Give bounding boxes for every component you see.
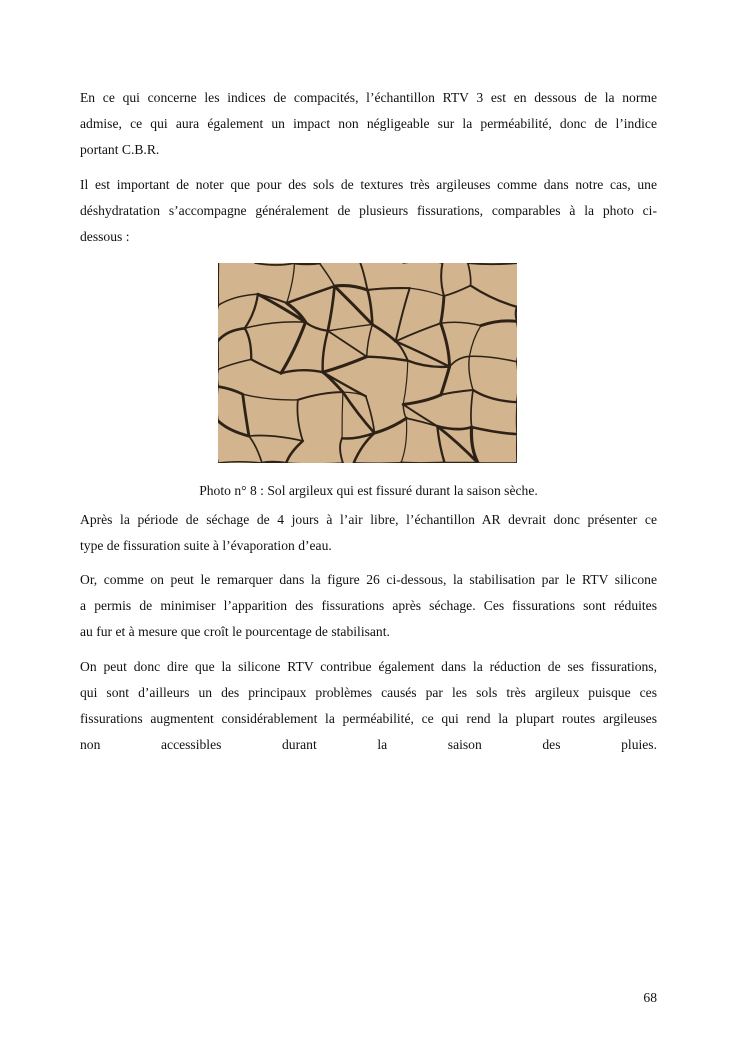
paragraph-compacite xyxy=(80,85,657,163)
crack-line xyxy=(516,402,517,434)
text-line: Or, comme on peut le remarquer dans la figure 26 ci-dessous, la stabilisation par le RTV silicone xyxy=(80,572,657,587)
text-line: dessous : xyxy=(80,229,130,244)
crack-line xyxy=(294,263,319,264)
crack-line xyxy=(516,307,517,321)
text-line: au fur et à mesure que croît le pourcentage de stabilisant. xyxy=(80,624,390,639)
paragraph-conclusion xyxy=(80,654,657,758)
text-line: portant C.B.R. xyxy=(80,142,160,157)
cracked-soil-photo xyxy=(218,263,517,463)
photo-caption: Photo n° 8 : Sol argileux qui est fissuré durant la saison sèche. xyxy=(199,483,538,498)
text-line: Après la période de séchage de 4 jours à l’air libre, l’échantillon AR devrait donc présenter ce xyxy=(80,512,657,527)
crack-line xyxy=(262,462,286,463)
page-number: 68 xyxy=(643,990,657,1005)
text-line: type de fissuration suite à l’évaporation d’eau. xyxy=(80,538,332,553)
text-line: déshydratation s’accompagne généralement de plusieurs fissurations, comparables à la photo ci- xyxy=(80,203,657,218)
text-line: On peut donc dire que la silicone RTV contribue également dans la réduction de ses fissurations, xyxy=(80,659,657,674)
text-line: non accessibles durant la saison des pluies. xyxy=(80,737,657,752)
text-line: qui sont d’ailleurs un des principaux problèmes causés par les sols très argileux puisque ces xyxy=(80,685,657,700)
paragraph-stabilisation xyxy=(80,567,657,645)
text-line: En ce qui concerne les indices de compacités, l’échantillon RTV 3 est en dessous de la norme xyxy=(80,90,657,105)
text-line: Il est important de noter que pour des sols de textures très argileuses comme dans notre cas, une xyxy=(80,177,657,192)
text-line: fissurations augmentent considérablement la perméabilité, ce qui rend la plupart routes argileuses xyxy=(80,711,657,726)
paragraph-sechage xyxy=(80,507,657,559)
paragraph-deshydratation xyxy=(80,172,657,250)
text-line: a permis de minimiser l’apparition des fissurations après séchage. Ces fissurations sont réduites xyxy=(80,598,657,613)
text-line: admise, ce qui aura également un impact non négligeable sur la perméabilité, donc de l’indice xyxy=(80,116,657,131)
